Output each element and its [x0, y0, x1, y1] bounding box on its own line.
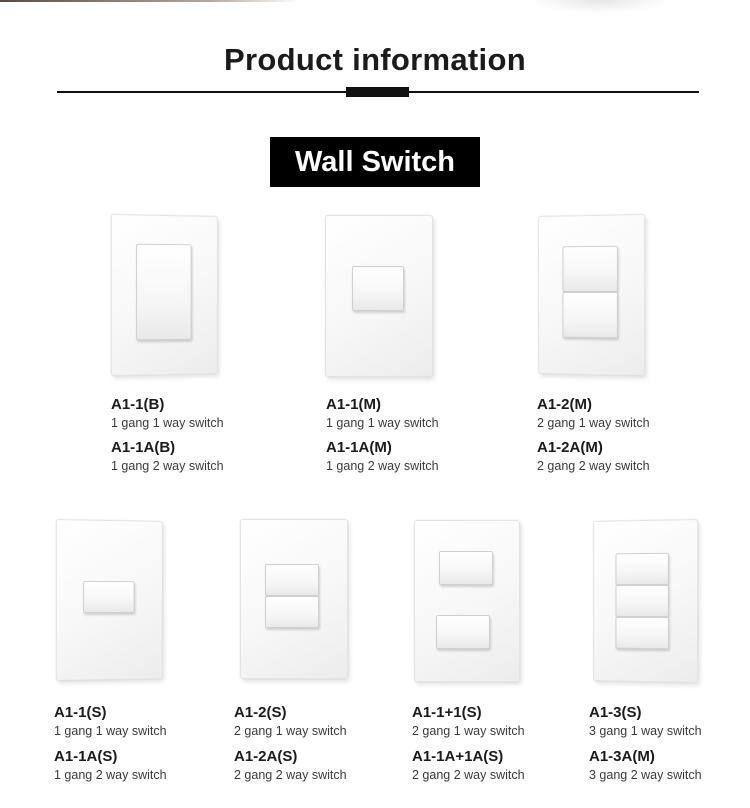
model-name: A1-1+1(S): [412, 704, 482, 721]
model-name: A1-2(S): [234, 704, 287, 721]
model-description: 2 gang 2 way switch: [234, 768, 347, 782]
rocker-switch: [439, 551, 493, 585]
model-name: A1-1A(B): [111, 439, 176, 456]
model-description: 1 gang 1 way switch: [54, 724, 167, 738]
model-description: 1 gang 2 way switch: [111, 459, 224, 473]
rocker-switch: [352, 266, 404, 311]
model-name: A1-3A(M): [589, 748, 655, 765]
rocker-switch: [136, 244, 191, 341]
switch-plate-image: [325, 215, 433, 377]
switch-plate-image: [593, 519, 698, 683]
model-description: 1 gang 2 way switch: [54, 768, 167, 782]
switch-plate-image: [414, 520, 520, 682]
category-label: Wall Switch: [270, 137, 480, 187]
top-decor-shadow: [530, 0, 670, 14]
model-description: 1 gang 1 way switch: [326, 416, 439, 430]
model-name: A1-1A(S): [54, 748, 118, 765]
model-description: 1 gang 2 way switch: [326, 459, 439, 473]
model-name: A1-2A(M): [537, 439, 603, 456]
title-divider-accent: [346, 87, 409, 97]
model-name: A1-1(B): [111, 396, 165, 413]
model-description: 3 gang 2 way switch: [589, 768, 702, 782]
rocker-switch: [615, 553, 668, 585]
model-description: 2 gang 1 way switch: [234, 724, 347, 738]
rocker-switch: [265, 596, 319, 628]
model-description: 2 gang 2 way switch: [412, 768, 525, 782]
rocker-switch: [83, 581, 135, 613]
rocker-switch: [265, 564, 319, 596]
page-title: Product information: [224, 42, 526, 77]
rocker-switch: [615, 617, 668, 649]
model-name: A1-1(M): [326, 396, 381, 413]
switch-plate-image: [538, 214, 645, 376]
model-name: A1-1(S): [54, 704, 107, 721]
switch-plate-image: [240, 519, 348, 679]
switch-plate-image: [111, 214, 218, 376]
rocker-switch: [562, 292, 617, 338]
top-decor-strip: [0, 0, 300, 2]
rocker-switch: [436, 615, 490, 649]
model-description: 2 gang 1 way switch: [537, 416, 650, 430]
model-name: A1-3(S): [589, 704, 642, 721]
model-name: A1-2(M): [537, 396, 592, 413]
rocker-switch: [562, 246, 617, 292]
model-name: A1-2A(S): [234, 748, 298, 765]
model-description: 2 gang 1 way switch: [412, 724, 525, 738]
model-name: A1-1A(M): [326, 439, 392, 456]
model-description: 3 gang 1 way switch: [589, 724, 702, 738]
switch-plate-image: [56, 519, 163, 681]
rocker-switch: [615, 585, 668, 617]
model-description: 1 gang 1 way switch: [111, 416, 224, 430]
model-description: 2 gang 2 way switch: [537, 459, 650, 473]
model-name: A1-1A+1A(S): [412, 748, 504, 765]
